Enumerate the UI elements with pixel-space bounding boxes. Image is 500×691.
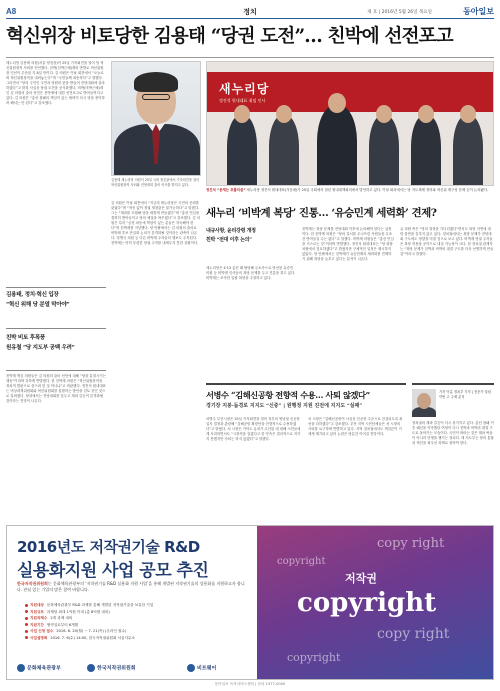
page-header bbox=[6, 4, 494, 18]
ad-info-row: 사업설명회 2016. 7. 6(수) 14:00, 한국저작권위원회 서울사무소 bbox=[25, 635, 247, 642]
partner-logo: 비트웨어 bbox=[187, 664, 216, 672]
subheading-line: 김용태, 정치·혁신 입장 bbox=[6, 292, 59, 298]
subheading-line: 내규사항, 윤리강령 개정 bbox=[206, 228, 256, 234]
photo-head bbox=[376, 105, 392, 123]
bullet-icon bbox=[25, 636, 28, 639]
article-column-1b: 친박계 핵심 의원들은 김 의원의 출마 선언에 대해 “당을 분열시키는 행동”이라며 강하게 반발했다. 한 친박계 의원은 “혁신위원장직을 정치적 발판으로 삼으려 한 것 아니냐”고 비판했다. 정진석 원내대표는 비상대책위원회와 혁신위원회를 통합하는 방안을 검토 중인 것으로 알려졌다. 당내에서는 전당대회를 앞두고 계파 갈등이 본격화될 것이라는 전망이 나온다. bbox=[6, 374, 106, 403]
header-rule bbox=[6, 18, 494, 19]
ad-info-row: 사업 신청 접수 2016. 6. 20(월) ~ 7. 21(목) (온라인 접수) bbox=[25, 628, 247, 635]
bullet-icon bbox=[25, 630, 28, 633]
art-word: copyright bbox=[277, 556, 326, 567]
photo-head bbox=[276, 105, 292, 123]
article-column-2: 김 의원은 이날 회견에서 “지금의 새누리당은 국민의 신뢰를 잃었다”며 “혁신 없이 정권 재창출은 불가능하다”고 말했다. 그는 “계파를 초월해 당을 새롭게 만들겠다”며 “총선 민심을 겸허히 받아들이고 당의 체질을 바꾸겠다”고 강조했다. 김 의원은 특히 “공천 파동에 책임이 있는 분들은 자숙해야 한다”며 친박계를 겨냥했다. 당 안팎에서는 김 의원의 출마로 비박계 후보 단일화 논의가 본격화될 것이라는 관측이 나온다. 정병국 의원 등 다른 비박계 주자들의 행보도 주목된다. 친박계는 아직 뚜렷한 당권 주자를 내세우지 못한 상황이다. bbox=[111, 201, 200, 245]
ministry-logo: 문화체육관광부 bbox=[17, 664, 61, 672]
photo-person bbox=[411, 115, 441, 185]
bullet-icon bbox=[25, 610, 28, 613]
sidebar-headline[interactable]: 서병수 “김해신공항 전향적 수용… 사퇴 않겠다” bbox=[206, 390, 370, 400]
ad-info-list bbox=[25, 602, 247, 642]
commission-logo: 한국저작권위원회 bbox=[87, 664, 136, 672]
art-word: copy right bbox=[377, 626, 450, 642]
portrait-photo[interactable] bbox=[111, 61, 201, 176]
subheading-box-1 bbox=[6, 287, 106, 329]
article-column-3b: 친박계는 복당 문제를 전당대회 이후에 논의해야 한다는 입장이다. 한 친박계 의원은 “당의 질서를 무너뜨린 사람들을 무조건 받아들일 수는 없다”고 말했다. 비박계 의원들은 “총선 민심을 거스르는 것”이라며 반발했다. 정진석 원내대표는 “당 화합 차원에서 검토하겠다”고 밝혔지만 구체적인 일정은 제시하지 않았다. 당 안팎에서는 친박계가 유승민계의 세력화를 견제하기 위해 복당을 늦추고 있다는 분석이 나온다. bbox=[302, 227, 394, 261]
ad-title-line-2: 실용화지원 사업 공모 추진 bbox=[17, 561, 209, 581]
article-column-3a: 새누리당은 4·13 총선 때 탈당해 무소속으로 당선된 유승민 의원 등 비박계 인사들의 복당 문제를 두고 진통을 겪고 있다. 비박계는 조속한 일괄 복당을 주장하고 있다. bbox=[206, 266, 296, 280]
ad-artwork bbox=[257, 526, 494, 680]
art-word: copy right bbox=[377, 536, 445, 551]
photo-head bbox=[418, 105, 434, 123]
bullet-icon bbox=[25, 604, 28, 607]
meeting-photo[interactable] bbox=[206, 61, 494, 186]
article-column-1: 새누리당 김용태 의원(서울 양천을)이 25일 기자회견을 열어 당 혁신위원장직 사퇴를 선언했다. 친박(친박근혜)계의 반발로 혁신위원장 인선이 무산된 지 8일 만이다. 김 의원은 이날 회견에서 “오늘로써 혁신위원장직을 내려놓는다”며 “국민들께 죄송하다”고 말했다. 그러면서 “당의 주인인 국민과 당원의 뜻을 받들어 전당대회에 출마하겠다”고 밝혀 사실상 당권 도전을 공식화했다. 비박(비박근혜)계인 김 의원의 출마 선언은 친박계에 대한 선전포고로 받아들여지고 있다. 김 의원은 “총선 참패의 책임이 있는 세력이 다시 당을 장악하려 해서는 안 된다”고 강조했다. bbox=[6, 61, 105, 105]
subheading-line: “혁신 위해 당 분열 막아야” bbox=[6, 302, 70, 308]
art-main-word: copyright bbox=[297, 588, 437, 618]
sidebar-article bbox=[206, 383, 406, 519]
sidebar-body bbox=[206, 417, 406, 521]
ad-info-row: 지원대상 문화체육관광부 R&D 과제를 통해 개발된 저작권기술을 보유한 기업 bbox=[25, 602, 247, 609]
banner-text: 새누리당 bbox=[219, 82, 270, 96]
columnist-box bbox=[412, 383, 494, 519]
sidebar-column-a: 서병수 부산시장은 25일 기자회견을 열어 정부의 영남권 신공항 입지 결정과 관련해 “김해공항 확장안을 전향적으로 수용하겠다”고 밝혔다. 서 시장은 가덕도 유치가 무산된 데 대해 시민들에게 사과하면서도 “시장직을 걸겠다고 한 약속은 결과적으로 지키지 못했지만 사퇴는 하지 않겠다”고 말했다. bbox=[206, 417, 301, 441]
photo-hair bbox=[134, 72, 178, 92]
ad-intro-org: 한국저작권위원회 bbox=[17, 581, 48, 586]
caption-text: 새누리당 정진석 원내대표(가운데)가 25일 국회에서 열린 원내대책회의에서 발언하고 있다. 이날 회의에서는 당 지도체제 정비와 혁신위 재구성 문제 등이 논의됐다. bbox=[246, 188, 489, 192]
columnist-byline: 기자 이름 정치부 기자 | 전문가 칼럼 이번 주 주제 분석 bbox=[439, 390, 491, 399]
ad-info-row: 지원규모 과제당 최대 1억원 이내 (총 8억원 내외) bbox=[25, 609, 247, 616]
photo-person bbox=[269, 115, 299, 185]
advertisement[interactable] bbox=[6, 525, 494, 680]
ad-info-row: 지원기간 협약일로부터 6개월 bbox=[25, 622, 247, 629]
art-korean-word: 저작권 bbox=[345, 572, 377, 585]
emblem-icon bbox=[187, 664, 195, 672]
columnist-face bbox=[417, 393, 431, 409]
masthead-logo: 동아일보 bbox=[463, 7, 494, 16]
portrait-caption: 김용태 새누리당 의원이 25일 국회 정론관에서 기자회견을 열어 혁신위원장직 사퇴와 전당대회 출마 의사를 밝히고 있다. bbox=[111, 178, 200, 187]
subheading-box-2 bbox=[6, 331, 106, 371]
banner-subtext: 정진석 원내대표 취임 인사 bbox=[219, 98, 266, 103]
bullet-icon bbox=[25, 617, 28, 620]
page-footer: 동아일보 독자서비스센터 | 문의 1577-0000 bbox=[214, 682, 286, 686]
headline-rule bbox=[6, 57, 494, 58]
photo-head bbox=[328, 93, 346, 113]
subheading-line: 친박 비토 후폭풍 bbox=[6, 335, 46, 341]
ad-title-line-1: 2016년도 저작권기술 R&D bbox=[17, 538, 200, 556]
photo-glasses bbox=[142, 94, 170, 100]
subheading-line: 친박 “전대 이후 논의” bbox=[206, 237, 252, 243]
ad-intro bbox=[17, 581, 247, 592]
caption-lead: 정진석 “문제는 포퓰리즘” bbox=[206, 188, 246, 192]
meeting-caption bbox=[206, 188, 494, 200]
subheading-line: 원유철 “당 지도부 공백 우려” bbox=[6, 345, 75, 351]
ad-info-row: 지원과제수 2개 과제 내외 bbox=[25, 615, 247, 622]
bullet-icon bbox=[25, 623, 28, 626]
photo-person bbox=[227, 115, 257, 185]
issue-date: 제 호 | 2016년 5월 26일 목요일 bbox=[367, 10, 432, 15]
emblem-icon bbox=[87, 664, 95, 672]
photo-person bbox=[317, 105, 357, 185]
sidebar-column-b: 서 시장은 “김해신공항이 사실상 신공항 수준으로 건설되도록 최선을 다하겠다”고 강조했다. 부산 지역 시민단체들은 서 시장의 사퇴를 요구하며 반발하고 있다. 지역 정치권에서도 책임론이 거세게 제기되고 있어 논란은 당분간 이어질 전망이다. bbox=[308, 417, 403, 436]
ad-intro-text: 는 문화체육관광부의 ‘저작권기술 R&D 실용화 지원 사업’을 통해 개발된 저작권기술의 상용화를 지원하고자 합니다. 관심 있는 기업의 많은 참여 바랍니다. bbox=[17, 581, 245, 592]
sidebar-subhead: 경기장 지붕·돔경로 지지도 “신중” | 원행정 지원 진전에 지지도 “실패” bbox=[206, 403, 363, 409]
photo-head bbox=[234, 105, 250, 123]
columnist-text: 정치권의 계파 갈등이 다시 불거지고 있다. 총선 참패 이후 쇄신을 약속했던 여당이 다시 친박과 비박의 대결 구도로 돌아가는 모습이다. 국민이 바라는 것은 계파 싸움이 아니라 민생을 챙기는 정치다. 새 지도부는 당의 통합과 혁신을 최우선 과제로 삼아야 한다. bbox=[412, 421, 494, 445]
columnist-photo bbox=[412, 389, 436, 417]
main-headline[interactable]: 혁신위장 비토당한 김용태 “당권 도전”… 친박에 선전포고 bbox=[6, 26, 453, 47]
secondary-headline[interactable]: 새누리 ‘비박계 복당’ 진통… ‘유승민계 세력화’ 견제? bbox=[206, 207, 437, 219]
article-column-3c: 유 의원 측은 “당의 결정을 기다리겠다”면서도 복당 지연에 대한 불만을 감추지 않고 있다. 정치권에서는 복당 문제가 전당대회 구도에도 영향을 미칠 것으로 보고 있다. 비박계 당권 주자들은 복당 허용을 공약으로 내걸 가능성이 크다. 한 정치권 관계자는 “복당 문제가 친박과 비박의 대결 구도를 더욱 선명하게 만들 것”이라고 말했다. bbox=[400, 227, 494, 256]
page-number: A8 bbox=[6, 7, 17, 16]
ad-logos bbox=[17, 662, 247, 676]
party-banner bbox=[207, 72, 493, 112]
subheading-box-3 bbox=[206, 227, 296, 263]
emblem-icon bbox=[17, 664, 25, 672]
photo-person bbox=[369, 115, 399, 185]
section-label: 정치 bbox=[243, 8, 257, 16]
art-word: copyright bbox=[287, 651, 341, 664]
photo-head bbox=[460, 105, 476, 123]
photo-person bbox=[453, 115, 483, 185]
